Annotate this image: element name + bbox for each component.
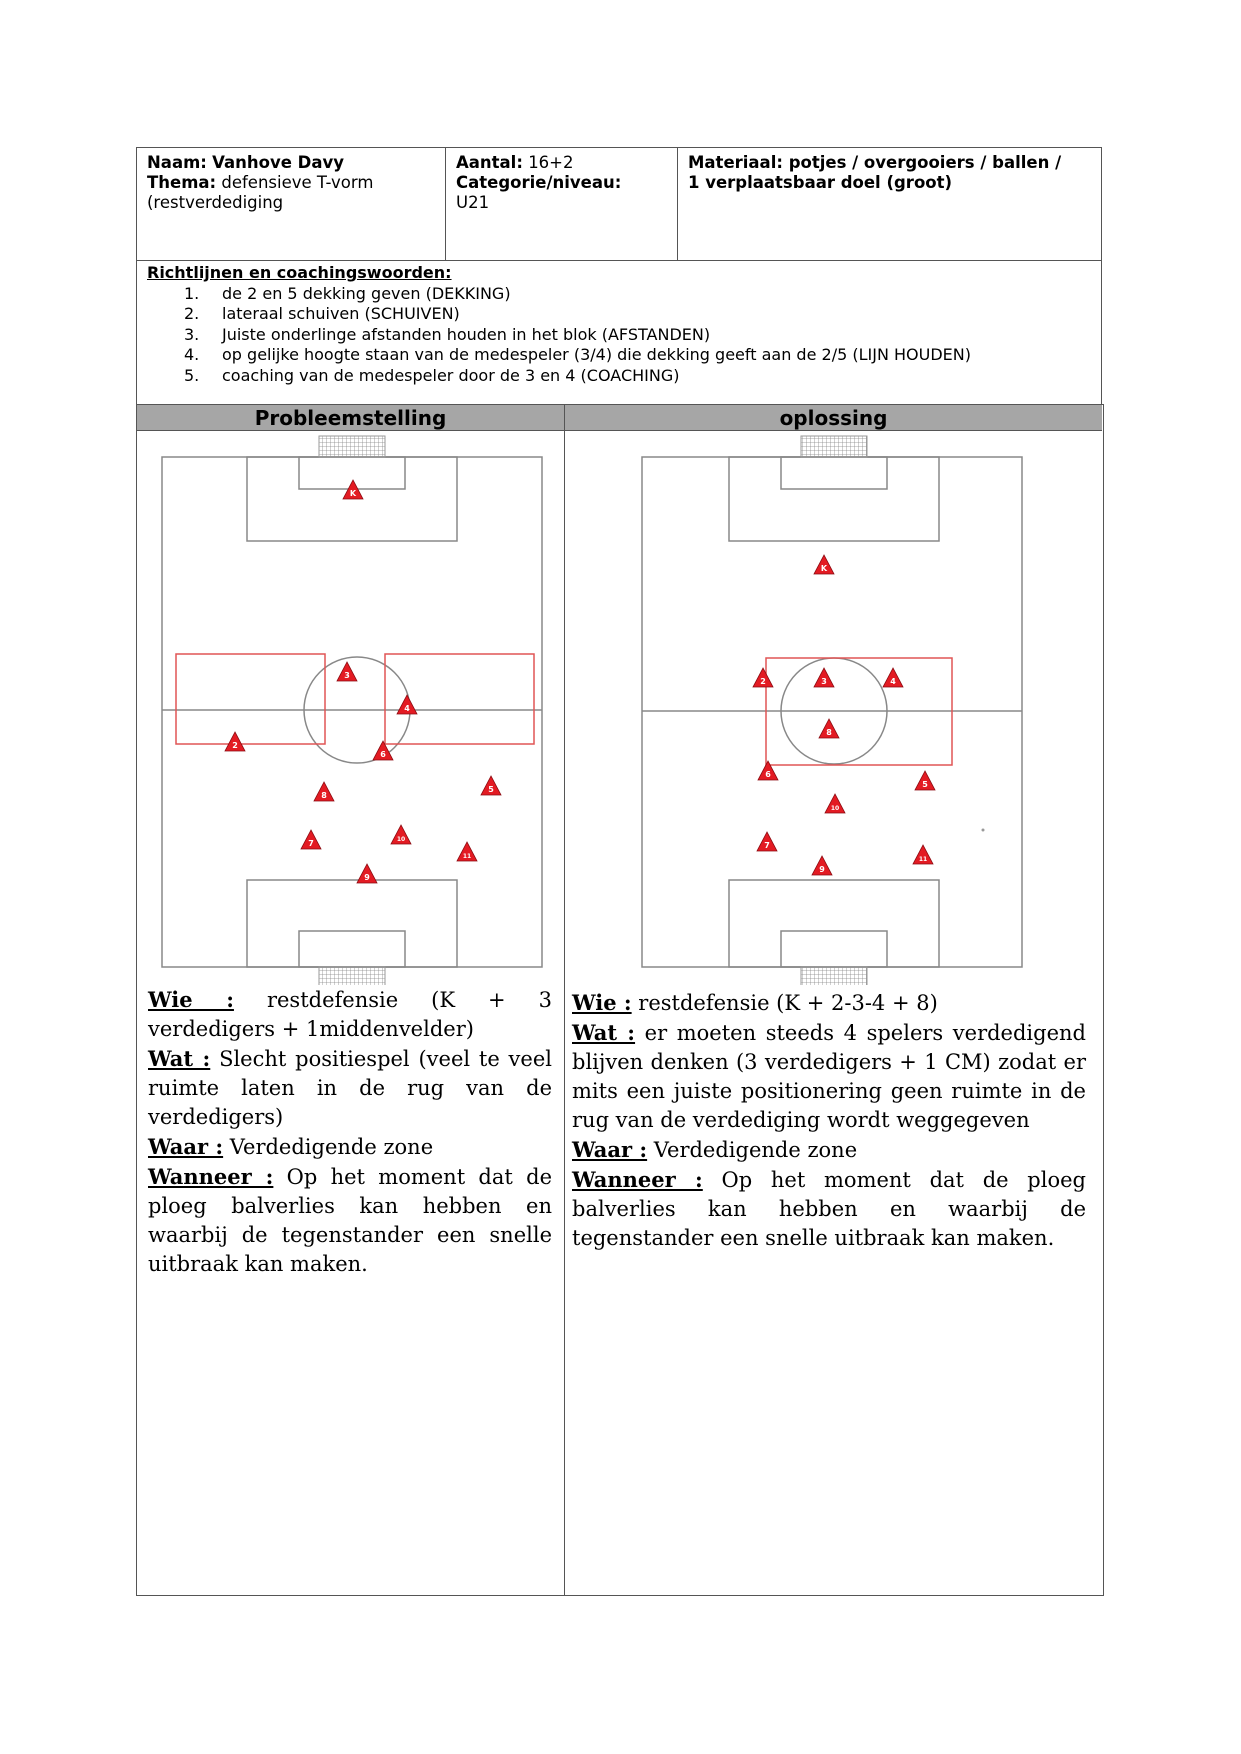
player-marker-6 bbox=[758, 761, 778, 780]
guideline-number: 2. bbox=[184, 304, 200, 323]
guideline-number: 4. bbox=[184, 345, 200, 364]
wie-text: restdefensie (K + 3 verdedigers + 1middenvelder) bbox=[148, 988, 552, 1041]
player-number: K bbox=[349, 489, 357, 498]
waar-text: Verdedigende zone bbox=[647, 1138, 858, 1162]
player-marker-4 bbox=[883, 668, 903, 687]
player-marker-5 bbox=[481, 776, 501, 795]
guideline-number: 5. bbox=[184, 365, 200, 385]
player-marker-4 bbox=[397, 695, 417, 714]
aantal-label: Aantal: bbox=[456, 153, 523, 172]
player-number: 2 bbox=[760, 677, 766, 686]
problem-description bbox=[148, 985, 552, 1279]
player-marker-10 bbox=[391, 825, 411, 844]
goal-net-bottom bbox=[801, 967, 867, 985]
player-marker-7 bbox=[757, 832, 777, 851]
guideline-text: op gelijke hoogte staan van de medespeler (3/4) die dekking geeft aan de 2/5 (LIJN HOUDEN) bbox=[222, 345, 971, 364]
guideline-item bbox=[147, 366, 1091, 387]
player-marker-2 bbox=[753, 668, 773, 687]
categorie-value: U21 bbox=[456, 193, 490, 212]
aantal-value: 16+2 bbox=[528, 153, 574, 172]
guideline-item bbox=[147, 284, 1091, 305]
penalty-area-bottom bbox=[247, 880, 457, 967]
player-marker-K bbox=[814, 555, 834, 574]
wat-label: Wat : bbox=[148, 1046, 211, 1071]
ball-dot bbox=[982, 829, 985, 832]
player-marker-2 bbox=[225, 732, 245, 751]
player-number: 6 bbox=[765, 770, 771, 779]
player-number: 8 bbox=[826, 728, 832, 737]
guidelines-list bbox=[147, 284, 1091, 387]
player-number: 11 bbox=[462, 853, 472, 860]
penalty-area-top bbox=[729, 457, 939, 541]
pitch-outline bbox=[162, 457, 542, 967]
player-number: 5 bbox=[488, 785, 494, 794]
player-number: 3 bbox=[344, 671, 350, 680]
player-number: 2 bbox=[232, 741, 238, 750]
naam-value: Vanhove Davy bbox=[212, 153, 344, 172]
player-number: 11 bbox=[918, 856, 928, 863]
naam-label: Naam: bbox=[147, 153, 207, 172]
waar-text: Verdedigende zone bbox=[223, 1135, 434, 1159]
guidelines-title: Richtlijnen en coachingswoorden: bbox=[147, 263, 452, 282]
solution-column-title: oplossing bbox=[565, 405, 1102, 431]
player-marker-3 bbox=[337, 662, 357, 681]
player-marker-7 bbox=[301, 830, 321, 849]
player-number: 5 bbox=[922, 780, 928, 789]
guideline-text: Juiste onderlinge afstanden houden in het blok (AFSTANDEN) bbox=[222, 324, 711, 344]
goal-area-bottom bbox=[781, 931, 887, 967]
zones bbox=[176, 654, 534, 744]
player-marker-9 bbox=[357, 864, 377, 883]
solution-description bbox=[572, 988, 1086, 1253]
player-number: 6 bbox=[380, 750, 386, 759]
player-marker-10 bbox=[825, 794, 845, 813]
guideline-item bbox=[147, 345, 1091, 366]
player-marker-11 bbox=[913, 845, 933, 864]
wie-label: Wie : bbox=[148, 987, 234, 1012]
header-cell-name bbox=[137, 148, 446, 260]
goal-area-bottom bbox=[299, 931, 405, 967]
guideline-item bbox=[147, 304, 1091, 325]
wanneer-label: Wanneer : bbox=[148, 1164, 274, 1189]
header-cell-materiaal bbox=[678, 148, 1101, 260]
player-number: 7 bbox=[764, 841, 770, 850]
guideline-text: de 2 en 5 dekking geven (DEKKING) bbox=[222, 283, 511, 303]
goal-net-top bbox=[801, 436, 867, 457]
categorie-label: Categorie/niveau: bbox=[456, 173, 622, 192]
wat-text: er moeten steeds 4 spelers verdedigend blijven denken (3 verdedigers + 1 CM) zodat er mits een juiste positionering geen ruimte in de rug van de verdediging wordt weggegeven bbox=[572, 1021, 1086, 1132]
player-marker-9 bbox=[812, 856, 832, 875]
goal-area-top bbox=[781, 457, 887, 489]
player-marker-11 bbox=[457, 842, 477, 861]
wanneer-label: Wanneer : bbox=[572, 1167, 703, 1192]
player-number: K bbox=[820, 564, 828, 573]
header-cell-aantal bbox=[446, 148, 678, 260]
player-number: 7 bbox=[308, 839, 314, 848]
waar-label: Waar : bbox=[148, 1134, 224, 1159]
guideline-number: 3. bbox=[184, 324, 200, 344]
guideline-number: 1. bbox=[184, 283, 200, 303]
goal-net-bottom bbox=[319, 967, 385, 985]
wanneer-text: Op het moment dat de ploeg balverlies kan hebben en waarbij de tegenstander een snelle uitbraak kan maken. bbox=[572, 1168, 1086, 1250]
solution-pitch-diagram bbox=[630, 430, 1030, 985]
guideline-text: lateraal schuiven (SCHUIVEN) bbox=[222, 304, 460, 323]
player-number: 3 bbox=[821, 677, 827, 686]
player-number: 10 bbox=[396, 836, 406, 843]
wie-label: Wie : bbox=[572, 990, 632, 1015]
guideline-item bbox=[147, 325, 1091, 346]
pitch-lines bbox=[642, 457, 1022, 967]
player-marker-3 bbox=[814, 668, 834, 687]
wat-label: Wat : bbox=[572, 1020, 636, 1045]
player-number: 8 bbox=[321, 791, 327, 800]
materiaal-line-1: Materiaal: potjes / overgooiers / ballen / bbox=[688, 153, 1062, 172]
players-group bbox=[753, 555, 935, 875]
wanneer-text: Op het moment dat de ploeg balverlies kan hebben en waarbij de tegenstander een snelle uitbraak kan maken. bbox=[148, 1165, 552, 1276]
player-number: 9 bbox=[819, 865, 825, 874]
thema-label: Thema: bbox=[147, 173, 217, 192]
wat-text: Slecht positiespel (veel te veel ruimte laten in de rug van de verdedigers) bbox=[148, 1047, 552, 1129]
player-number: 4 bbox=[404, 704, 410, 713]
player-number: 4 bbox=[890, 677, 896, 686]
waar-label: Waar : bbox=[572, 1137, 648, 1162]
guidelines-section bbox=[136, 261, 1102, 404]
thema-value: defensieve T-vorm bbox=[221, 173, 374, 192]
guideline-text: coaching van de medespeler door de 3 en 4 (COACHING) bbox=[222, 365, 680, 385]
player-marker-8 bbox=[314, 782, 334, 801]
problem-pitch-diagram bbox=[150, 430, 550, 985]
problem-column-title: Probleemstelling bbox=[137, 405, 564, 431]
penalty-area-bottom bbox=[729, 880, 939, 967]
wie-text: restdefensie (K + 2-3-4 + 8) bbox=[631, 991, 938, 1015]
player-number: 9 bbox=[364, 873, 370, 882]
player-marker-8 bbox=[819, 719, 839, 738]
thema-value-continued: (restverdediging bbox=[147, 193, 284, 212]
pitch-outline bbox=[642, 457, 1022, 967]
player-number: 10 bbox=[830, 805, 840, 812]
materiaal-line-2: 1 verplaatsbaar doel (groot) bbox=[688, 173, 953, 192]
header-table bbox=[136, 147, 1102, 261]
pitch-lines bbox=[162, 457, 542, 967]
player-marker-5 bbox=[915, 771, 935, 790]
goal-net-top bbox=[319, 436, 385, 457]
red-zone-left bbox=[176, 654, 325, 744]
